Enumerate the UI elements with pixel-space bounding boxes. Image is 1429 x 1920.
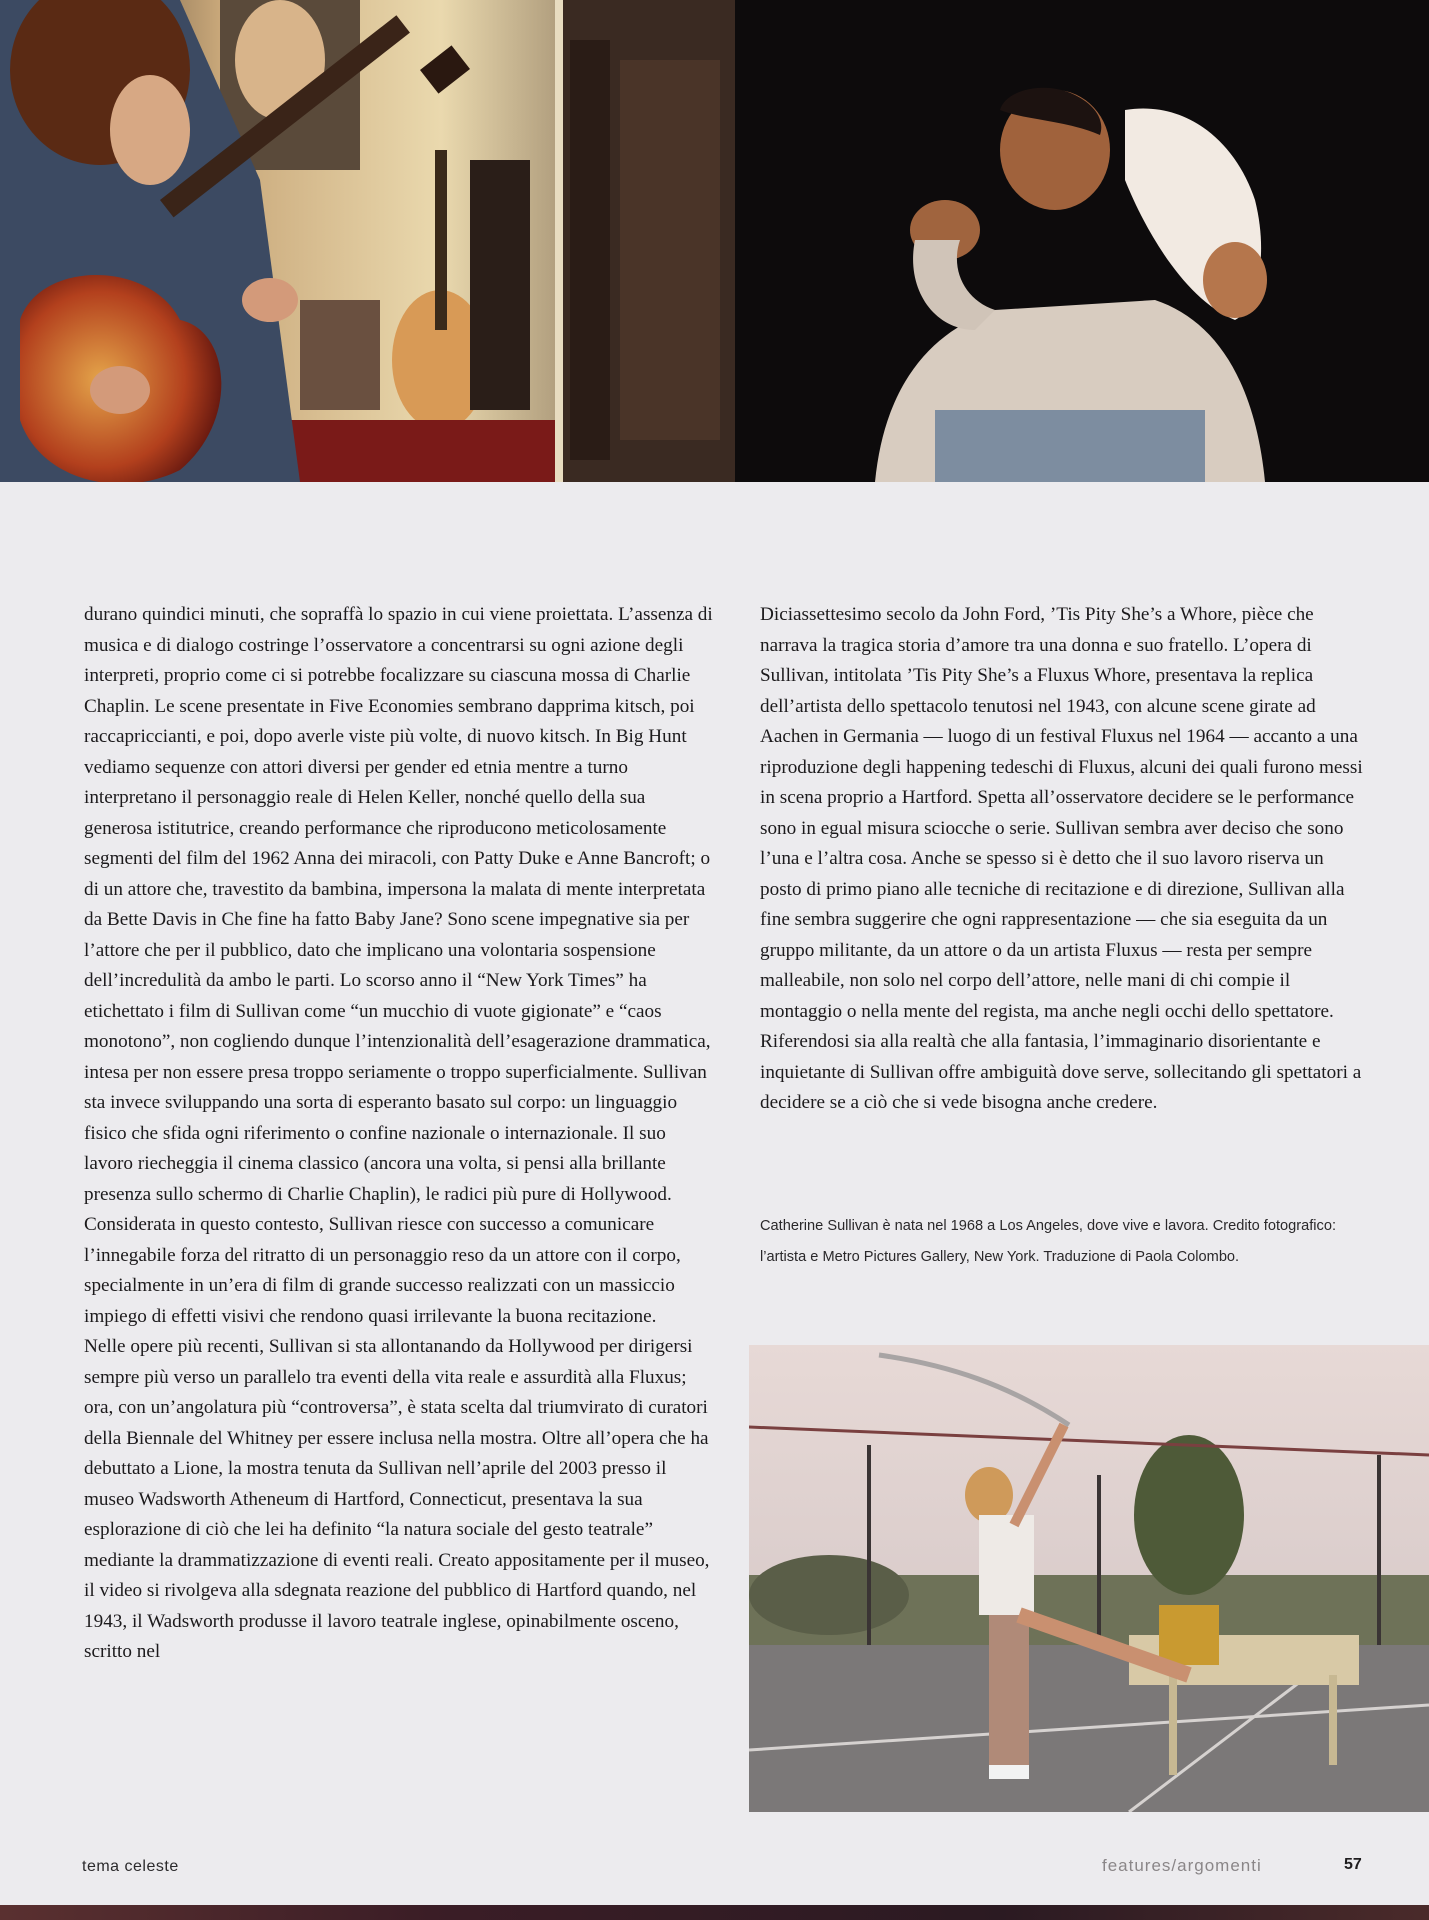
magazine-name: tema celeste [82, 1858, 179, 1875]
man-with-paper-photo [735, 0, 1429, 482]
guitarist-photo [0, 0, 735, 482]
article-paragraph: durano quindici minuti, che sopraffà lo spazio in cui viene proiettata. L’assenza di musica e di dialogo costringe l’osservatore a concentrarsi su ogni azione degli interpreti, proprio come ci si potrebbe focalizzare su ciascuna mossa di Charlie Chaplin. Le scene presentate in Five Economies sembrano dapprima kitsch, poi raccapriccianti, e poi, dopo averle viste più volte, di nuovo kitsch. In Big Hunt vediamo sequenze con attori diversi per gender ed etnia mentre a turno interpretano il personaggio reale di Helen Keller, nonché quello della sua generosa istitutrice, creando performance che riproducono meticolosamente segmenti del film del 1962 Anna dei miracoli, con Patty Duke e Anne Bancroft; o di un attore che, travestito da bambina, impersona la malata di mente interpretata da Bette Davis in Che fine ha fatto Baby Jane? Sono scene impegnative sia per l’attore che per il pubblico, dato che implicano una volontaria sospensione dell’incredulità da ambo le parti. Lo scorso anno il “New York Times” ha etichettato i film di Sullivan come “un mucchio di vuote gigionate” e “caos monotono”, non cogliendo dunque l’intenzionalità dell’esagerazione drammatica, intesa per non essere presa troppo seriamente o troppo superficialmente. Sullivan sta invece sviluppando una sorta di esperanto basato sul corpo: un linguaggio fisico che sfida ogni riferimento o confine nazionale o internazionale. Il suo lavoro riecheggia il cinema classico (ancora una volta, si pensi alla brillante presenza sullo schermo di Charlie Chaplin), le radici più pure di Hollywood. Considerata in questo contesto, Sullivan riesce con successo a comunicare l’innegabile forza del ritratto di un personaggio reso da un attore con il corpo, specialmente in un’era di film di grande successo realizzati con un massiccio impiego di effetti visivi che rendono quasi irrilevante la buona recitazione. [84, 604, 713, 1327]
section-label: features/argomenti [1102, 1856, 1262, 1875]
woman-with-sword-photo [749, 1345, 1429, 1812]
page-edge-strip [0, 1905, 1429, 1920]
photo-credit-caption: Catherine Sullivan è nata nel 1968 a Los Angeles, dove vive e lavora. Credito fotografico: l’artista e Metro Pictures Gallery, New York. Traduzione di Paola Colombo. [760, 1218, 1337, 1265]
article-paragraph: Diciassettesimo secolo da John Ford, ’Tis Pity She’s a Whore, pièce che narrava la tragica storia d’amore tra una donna e suo fratello. L’opera di Sullivan, intitolata ’Tis Pity She’s a Fluxus Whore, presentava la replica dell’artista dello spettacolo tenutosi nel 1943, con alcune scene girate ad Aachen in Germania — luogo di un festival Fluxus nel 1964 — accanto a una riproduzione degli happening tedeschi di Fluxus, alcuni dei quali furono messi in scena proprio a Hartford. Spetta all’osservatore decidere se le performance sono in egual misura sciocche o serie. Sullivan sembra aver deciso che sono l’una e l’altra cosa. Anche se spesso si è detto che il suo lavoro riserva un posto di primo piano alle tecniche di recitazione e di direzione, Sullivan alla fine sembra suggerire che ogni rappresentazione — che sia eseguita da un gruppo militante, da un attore o da un artista Fluxus — resta per sempre malleabile, non solo nel corpo dell’attore, nelle mani di chi compie il montaggio o nella mente del regista, ma anche negli occhi dello spettatore. Riferendosi sia alla realtà che alla fantasia, l’immaginario disorientante e inquietante di Sullivan offre ambiguità dove serve, sollecitando gli spettatori a decidere se a ciò che si vede bisogna anche credere. [760, 604, 1363, 1113]
article-column-left [84, 600, 714, 1668]
article-paragraph: Nelle opere più recenti, Sullivan si sta allontanando da Hollywood per dirigersi sempre più verso un parallelo tra eventi della vita reale e assurdità alla Fluxus; ora, con un’angolatura più “controversa”, è stata scelta dal triumvirato di curatori della Biennale del Whitney per essere inclusa nella mostra. Oltre all’opera che ha debuttato a Lione, la mostra tenuta da Sullivan nell’aprile del 2003 presso il museo Wadsworth Atheneum di Hartford, Connecticut, presentava la sua esplorazione di ciò che lei ha definito “la natura sociale del gesto teatrale” mediante la drammatizzazione di eventi reali. Creato appositamente per il museo, il video si rivolgeva alla sdegnata reazione del pubblico di Hartford quando, nel 1943, il Wadsworth produsse il lavoro teatrale inglese, opinabilmente osceno, scritto nel [84, 1336, 710, 1662]
article-column-right [760, 600, 1368, 1119]
page-number: 57 [1344, 1856, 1362, 1873]
